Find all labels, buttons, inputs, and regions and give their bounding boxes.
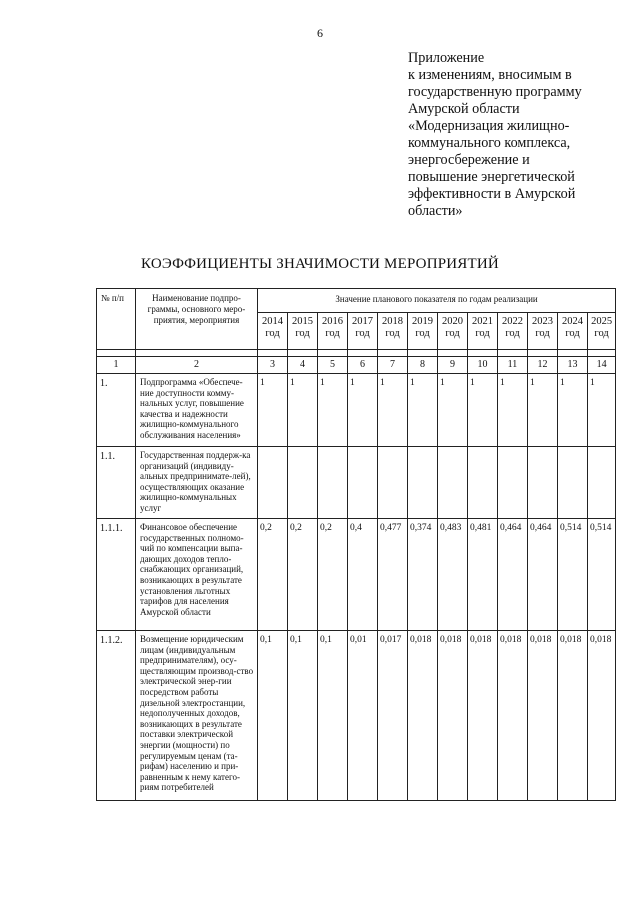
appendix-line: эффективности в Амурской bbox=[408, 186, 576, 202]
row-value bbox=[378, 447, 408, 519]
row-value: 0,1 bbox=[258, 631, 288, 801]
header-year bbox=[378, 313, 408, 350]
year-value: 2024 bbox=[562, 316, 583, 327]
table-row bbox=[97, 374, 616, 447]
year-value: 2014 bbox=[262, 316, 283, 327]
row-value: 0,2 bbox=[258, 519, 288, 631]
row-value: 1 bbox=[318, 374, 348, 447]
row-value: 0,4 bbox=[348, 519, 378, 631]
header-year bbox=[348, 313, 378, 350]
table-row bbox=[97, 447, 616, 519]
appendix-line: государственную программу bbox=[408, 84, 582, 100]
header-year bbox=[588, 313, 616, 350]
column-index: 2 bbox=[136, 357, 258, 374]
row-number: 1. bbox=[97, 374, 136, 447]
header-year bbox=[528, 313, 558, 350]
year-unit: год bbox=[295, 328, 310, 339]
row-value: 0,2 bbox=[288, 519, 318, 631]
header-year bbox=[258, 313, 288, 350]
year-unit: год bbox=[325, 328, 340, 339]
table-row bbox=[97, 519, 616, 631]
row-value: 0,018 bbox=[558, 631, 588, 801]
document-title: КОЭФФИЦИЕНТЫ ЗНАЧИМОСТИ МЕРОПРИЯТИЙ bbox=[141, 256, 499, 272]
header-values: Значение планового показателя по годам реализации bbox=[258, 289, 616, 313]
column-index: 7 bbox=[378, 357, 408, 374]
row-value: 0,477 bbox=[378, 519, 408, 631]
row-value: 1 bbox=[498, 374, 528, 447]
header-year bbox=[558, 313, 588, 350]
column-index: 1 bbox=[97, 357, 136, 374]
year-value: 2015 bbox=[292, 316, 313, 327]
row-value bbox=[438, 447, 468, 519]
significance-table bbox=[96, 288, 616, 801]
year-unit: год bbox=[535, 328, 550, 339]
year-unit: год bbox=[385, 328, 400, 339]
header-year bbox=[438, 313, 468, 350]
row-value: 0,01 bbox=[348, 631, 378, 801]
row-value bbox=[288, 447, 318, 519]
appendix-line: к изменениям, вносимым в bbox=[408, 67, 572, 83]
appendix-line: Амурской области bbox=[408, 101, 520, 117]
year-unit: год bbox=[594, 328, 609, 339]
row-name: Подпрограмма «Обеспече-ние доступности комму-нальных услуг, повышение качества и надежности жилищно-коммунального обслуживания населения» bbox=[136, 374, 258, 447]
column-index: 8 bbox=[408, 357, 438, 374]
row-value: 0,017 bbox=[378, 631, 408, 801]
row-value: 1 bbox=[558, 374, 588, 447]
year-unit: год bbox=[445, 328, 460, 339]
row-value: 0,018 bbox=[588, 631, 616, 801]
row-value: 1 bbox=[588, 374, 616, 447]
row-value: 0,481 bbox=[468, 519, 498, 631]
row-value bbox=[348, 447, 378, 519]
column-index: 14 bbox=[588, 357, 616, 374]
header-gap-row bbox=[97, 350, 616, 357]
row-value: 1 bbox=[408, 374, 438, 447]
column-index: 10 bbox=[468, 357, 498, 374]
header-name: Наименование подпро-граммы, основного меро-приятия, мероприятия bbox=[136, 289, 258, 350]
row-value: 1 bbox=[438, 374, 468, 447]
year-value: 2019 bbox=[412, 316, 433, 327]
year-value: 2018 bbox=[382, 316, 403, 327]
row-value bbox=[408, 447, 438, 519]
column-index: 5 bbox=[318, 357, 348, 374]
row-value bbox=[468, 447, 498, 519]
appendix-line: коммунального комплекса, bbox=[408, 135, 571, 151]
row-value bbox=[588, 447, 616, 519]
row-value: 1 bbox=[468, 374, 498, 447]
header-year bbox=[288, 313, 318, 350]
appendix-line: Приложение bbox=[408, 50, 485, 66]
row-name: Финансовое обеспечение государственных полномо-чий по компенсации выпа-дающих доходов тепло-снабжающих организаций, возникающих в результате установления льготных тарифов для населения Амурской области bbox=[136, 519, 258, 631]
row-value: 0,2 bbox=[318, 519, 348, 631]
header-year bbox=[498, 313, 528, 350]
row-number: 1.1.1. bbox=[97, 519, 136, 631]
row-value: 0,018 bbox=[408, 631, 438, 801]
page-number: 6 bbox=[317, 26, 323, 40]
row-value: 1 bbox=[378, 374, 408, 447]
column-index: 13 bbox=[558, 357, 588, 374]
appendix-block bbox=[408, 50, 618, 220]
row-value: 0,483 bbox=[438, 519, 468, 631]
row-value: 0,018 bbox=[498, 631, 528, 801]
row-value: 1 bbox=[348, 374, 378, 447]
column-index: 4 bbox=[288, 357, 318, 374]
row-value: 1 bbox=[258, 374, 288, 447]
year-value: 2021 bbox=[472, 316, 493, 327]
table-row bbox=[97, 631, 616, 801]
row-value: 0,018 bbox=[468, 631, 498, 801]
row-value bbox=[528, 447, 558, 519]
row-value: 0,1 bbox=[318, 631, 348, 801]
header-year bbox=[468, 313, 498, 350]
row-number: 1.1.2. bbox=[97, 631, 136, 801]
row-value: 0,514 bbox=[588, 519, 616, 631]
row-name: Государственная поддерж-ка организаций (индивиду-альных предпринимате-лей), осуществляющих оказание жилищно-коммунальных услуг bbox=[136, 447, 258, 519]
row-value bbox=[318, 447, 348, 519]
header-number: № п/п bbox=[97, 289, 136, 350]
appendix-line: повышение энергетической bbox=[408, 169, 575, 185]
header-year bbox=[318, 313, 348, 350]
year-value: 2016 bbox=[322, 316, 343, 327]
row-number: 1.1. bbox=[97, 447, 136, 519]
row-value: 0,464 bbox=[528, 519, 558, 631]
row-value: 0,464 bbox=[498, 519, 528, 631]
column-index-row bbox=[97, 357, 616, 374]
column-index: 11 bbox=[498, 357, 528, 374]
year-value: 2025 bbox=[591, 316, 613, 327]
column-index: 6 bbox=[348, 357, 378, 374]
row-value: 0,018 bbox=[528, 631, 558, 801]
year-value: 2023 bbox=[532, 316, 553, 327]
year-unit: год bbox=[505, 328, 520, 339]
row-value: 0,018 bbox=[438, 631, 468, 801]
row-value bbox=[258, 447, 288, 519]
row-value: 0,374 bbox=[408, 519, 438, 631]
year-unit: год bbox=[475, 328, 490, 339]
appendix-line: «Модернизация жилищно- bbox=[408, 118, 570, 134]
row-value: 1 bbox=[288, 374, 318, 447]
year-value: 2020 bbox=[442, 316, 463, 327]
year-unit: год bbox=[265, 328, 280, 339]
row-value: 0,1 bbox=[288, 631, 318, 801]
column-index: 12 bbox=[528, 357, 558, 374]
header-year bbox=[408, 313, 438, 350]
column-index: 3 bbox=[258, 357, 288, 374]
column-index: 9 bbox=[438, 357, 468, 374]
appendix-line: области» bbox=[408, 203, 463, 219]
year-unit: год bbox=[415, 328, 430, 339]
row-value bbox=[558, 447, 588, 519]
year-unit: год bbox=[565, 328, 580, 339]
year-unit: год bbox=[355, 328, 370, 339]
row-value: 0,514 bbox=[558, 519, 588, 631]
year-value: 2022 bbox=[502, 316, 523, 327]
row-value: 1 bbox=[528, 374, 558, 447]
row-name: Возмещение юридическим лицам (индивидуальным предпринимателям), осу-ществляющим производ-ство электрической энер-гии посредством работы дизельной электростанции, недополученных доходов, возникающих в результате поставки электрической энергии (мощности) по регулируемым ценам (та-рифам) населению и при-равненным к нему катего-риям потребителей bbox=[136, 631, 258, 801]
year-value: 2017 bbox=[352, 316, 373, 327]
appendix-line: энергосбережение и bbox=[408, 152, 530, 168]
row-value bbox=[498, 447, 528, 519]
